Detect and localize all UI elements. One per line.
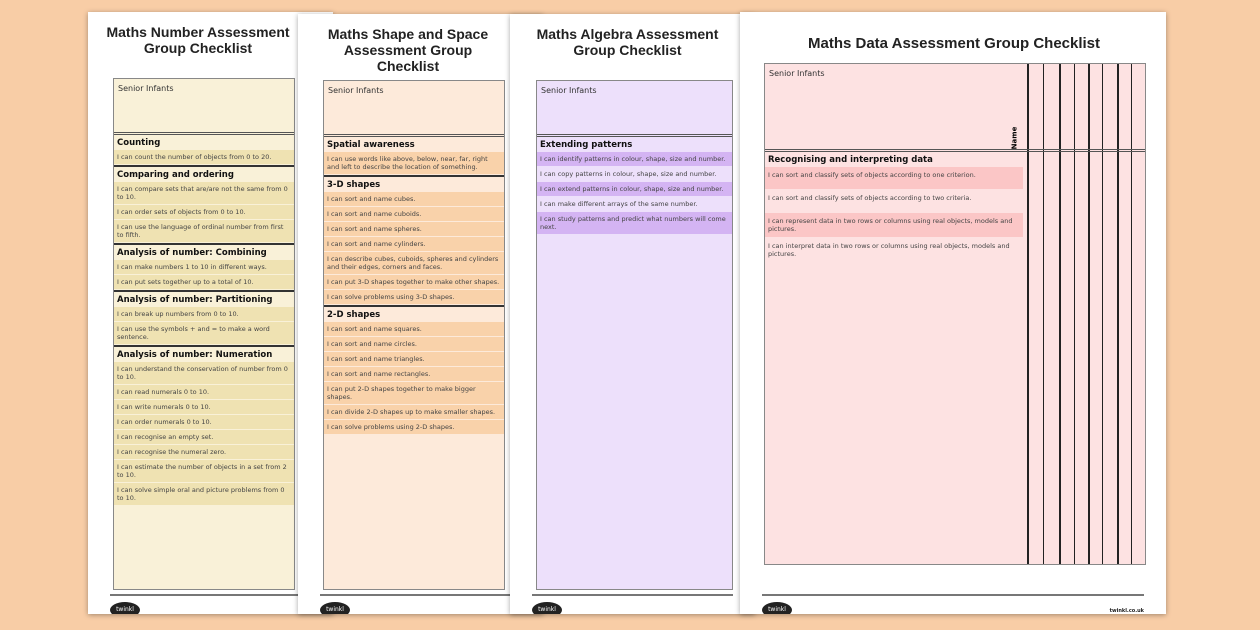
- grid-column-line: [1131, 64, 1132, 564]
- checklist-item: I can use the symbols + and = to make a word sentence.: [114, 322, 294, 344]
- grid-column-line: [1074, 64, 1075, 564]
- section-heading: Extending patterns: [540, 140, 633, 150]
- page-title: Maths Number Assessment Group Checklist: [106, 24, 290, 56]
- checklist-item: I can represent data in two rows or columns using real objects, models and pictures.: [765, 213, 1023, 237]
- twinkl-logo: twinkl: [532, 602, 562, 614]
- checklist-item: I can sort and name rectangles.: [324, 367, 504, 381]
- class-header: Senior Infants: [765, 64, 1023, 152]
- checklist-item: I can count the number of objects from 0 to 20.: [114, 150, 294, 164]
- checklist-table: [764, 63, 1146, 565]
- grid-column-line: [1088, 64, 1090, 564]
- checklist-table: [323, 80, 505, 590]
- page-footer: [110, 594, 311, 613]
- grid-column-line: [1043, 64, 1044, 564]
- checklist-item: I can make different arrays of the same number.: [540, 200, 698, 208]
- checklist-item: I can order numerals 0 to 10.: [114, 415, 294, 429]
- checklist-item: I can solve simple oral and picture problems from 0 to 10.: [114, 483, 294, 505]
- page-title: Maths Algebra Assessment Group Checklist: [536, 26, 719, 58]
- checklist-item: I can interpret data in two rows or columns using real objects, models and pictures.: [768, 242, 1010, 258]
- grid-column-line: [1102, 64, 1103, 564]
- checklist-item: I can put 2-D shapes together to make bigger shapes.: [324, 382, 504, 404]
- checklist-item: I can recognise the numeral zero.: [114, 445, 294, 459]
- checklist-item: I can use the language of ordinal number from first to fifth.: [114, 220, 294, 242]
- page-footer: [320, 594, 521, 613]
- checklist-item: I can study patterns and predict what numbers will come next.: [537, 212, 732, 234]
- checklist-item: I can use words like above, below, near, far, right and left to describe the location of something.: [324, 152, 504, 174]
- class-header: Senior Infants: [114, 79, 294, 135]
- section-heading: Recognising and interpreting data: [768, 155, 933, 165]
- checklist-item: I can estimate the number of objects in a set from 2 to 10.: [114, 460, 294, 482]
- checklist-content: [765, 64, 1023, 262]
- checklist-table: [536, 80, 733, 590]
- checklist-content: [537, 81, 732, 234]
- header-divider: [1023, 149, 1145, 152]
- checklist-item: I can identify patterns in colour, shape, size and number.: [537, 152, 732, 166]
- grid-column-line: [1027, 64, 1029, 564]
- checklist-item: I can sort and classify sets of objects according to two criteria.: [768, 194, 972, 202]
- page-title: Maths Shape and Space Assessment Group Checklist: [327, 26, 489, 74]
- checklist-content: [324, 81, 504, 434]
- section-heading: 2-D shapes: [324, 305, 504, 322]
- checklist-item: I can sort and name circles.: [324, 337, 504, 351]
- checklist-item: I can sort and name cubes.: [324, 192, 504, 206]
- section-heading: Spatial awareness: [327, 140, 415, 150]
- class-header: Senior Infants: [324, 81, 504, 137]
- shape-space-checklist-page: [298, 14, 543, 614]
- section-heading: Analysis of number: Numeration: [114, 345, 294, 362]
- checklist-item: I can break up numbers from 0 to 10.: [114, 307, 294, 321]
- twinkl-logo: twinkl: [762, 602, 792, 614]
- checklist-item: I can recognise an empty set.: [114, 430, 294, 444]
- page-title: Maths Data Assessment Group Checklist: [807, 35, 1101, 52]
- section-heading: 3-D shapes: [324, 175, 504, 192]
- grid-column-line: [1117, 64, 1119, 564]
- checklist-item: I can understand the conservation of number from 0 to 10.: [114, 362, 294, 384]
- footer-url: twinkl.co.uk: [1109, 608, 1144, 614]
- checklist-item: I can copy patterns in colour, shape, size and number.: [540, 170, 717, 178]
- checklist-item: I can describe cubes, cuboids, spheres and cylinders and their edges, corners and faces.: [324, 252, 504, 274]
- grid-column-line: [1059, 64, 1061, 564]
- checklist-table: [113, 78, 295, 590]
- twinkl-logo: twinkl: [110, 602, 140, 614]
- checklist-item: I can solve problems using 2-D shapes.: [324, 420, 504, 434]
- checklist-item: I can put sets together up to a total of 10.: [114, 275, 294, 289]
- twinkl-logo: twinkl: [320, 602, 350, 614]
- checklist-item: I can sort and classify sets of objects according to one criterion.: [765, 167, 1023, 189]
- name-column-label: Name: [1010, 126, 1019, 150]
- checklist-item: I can sort and name squares.: [324, 322, 504, 336]
- algebra-checklist-page: [510, 14, 755, 614]
- checklist-item: I can sort and name cylinders.: [324, 237, 504, 251]
- checklist-item: I can write numerals 0 to 10.: [114, 400, 294, 414]
- checklist-item: I can sort and name spheres.: [324, 222, 504, 236]
- checklist-content: [114, 79, 294, 505]
- number-checklist-page: [88, 12, 333, 614]
- page-footer: [532, 594, 733, 613]
- checklist-item: I can divide 2-D shapes up to make smaller shapes.: [324, 405, 504, 419]
- checklist-item: I can extend patterns in colour, shape, size and number.: [537, 182, 732, 196]
- class-header: Senior Infants: [537, 81, 732, 137]
- section-heading: Analysis of number: Partitioning: [114, 290, 294, 307]
- data-checklist-page: [740, 12, 1166, 614]
- checklist-item: I can read numerals 0 to 10.: [114, 385, 294, 399]
- checklist-item: I can sort and name triangles.: [324, 352, 504, 366]
- section-heading: Counting: [117, 138, 161, 148]
- checklist-item: I can order sets of objects from 0 to 10.: [114, 205, 294, 219]
- section-heading: Comparing and ordering: [114, 165, 294, 182]
- checklist-item: I can solve problems using 3-D shapes.: [324, 290, 504, 304]
- checklist-item: I can sort and name cuboids.: [324, 207, 504, 221]
- checklist-item: I can make numbers 1 to 10 in different ways.: [114, 260, 294, 274]
- section-heading: Analysis of number: Combining: [114, 243, 294, 260]
- page-footer: [762, 594, 1144, 614]
- checklist-item: I can put 3-D shapes together to make other shapes.: [324, 275, 504, 289]
- checklist-item: I can compare sets that are/are not the same from 0 to 10.: [114, 182, 294, 204]
